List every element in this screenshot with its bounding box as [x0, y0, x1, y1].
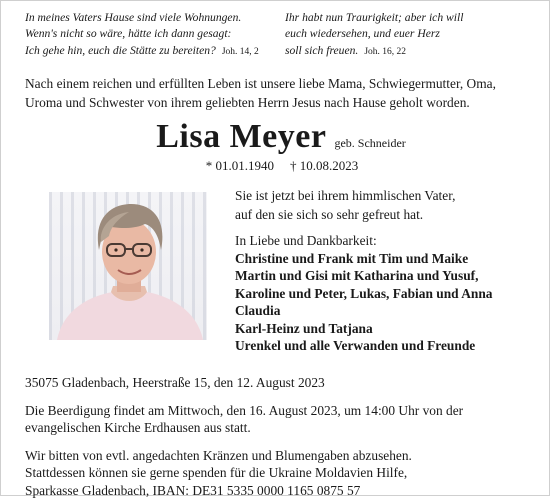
- verse-right-line-text: soll sich freuen.: [285, 43, 359, 57]
- birth-name: geb. Schneider: [334, 135, 406, 150]
- bible-verses: [25, 10, 533, 60]
- verse-right-line: euch wiedersehen, und euer Herz: [285, 27, 440, 41]
- donation-line: Sparkasse Gladenbach, IBAN: DE31 5335 0000 1165 0875 57: [25, 482, 361, 498]
- mourner-line: Urenkel und alle Verwanden und Freunde: [235, 338, 476, 354]
- funeral-line: evangelischen Kirche Erdhausen aus statt.: [25, 420, 251, 436]
- intro-line: Nach einem reichen und erfüllten Leben ist unsere liebe Mama, Schwiegermutter, Oma,: [25, 75, 496, 91]
- deceased-name-row: [25, 118, 533, 156]
- funeral-notice: [25, 402, 533, 437]
- verse-left-line: [25, 43, 270, 60]
- mourner-line: Martin und Gisi mit Katharina und Yusuf,: [235, 268, 479, 284]
- mourner-line: Karoline und Peter, Lukas, Fabian und Anna: [235, 285, 493, 301]
- birth-date: * 01.01.1940: [205, 157, 274, 173]
- life-dates: [25, 158, 533, 174]
- verse-right-line: Ihr habt nun Traurigkeit; aber ich will: [285, 11, 464, 24]
- verse-left: [25, 10, 270, 60]
- verse-left-line: Wenn's nicht so wäre, hätte ich dann gesagt:: [25, 27, 232, 41]
- death-date: † 10.08.2023: [290, 157, 359, 173]
- verse-right: [285, 10, 505, 60]
- intro-line: Uroma und Schwester von ihrem geliebten Herrn Jesus nach Hause geholt worden.: [25, 94, 470, 110]
- verse-left-line-text: Ich gehe hin, euch die Stätte zu bereiten?: [25, 43, 216, 57]
- portrait-photo: [49, 192, 207, 340]
- comfort-quote: [235, 186, 535, 224]
- verse-right-reference: Joh. 16, 22: [364, 46, 407, 57]
- donation-notice: [25, 447, 533, 499]
- deceased-name: Lisa Meyer: [156, 117, 327, 155]
- message-column: [235, 186, 535, 355]
- mourner-line: Christine und Frank mit Tim und Maike: [235, 250, 469, 266]
- donation-line: Stattdessen können sie gerne spenden für die Ukraine Moldavien Hilfe,: [25, 465, 408, 481]
- funeral-line: Die Beerdigung findet am Mittwoch, den 16. August 2023, um 14:00 Uhr von der: [25, 402, 464, 418]
- intro-text: [25, 74, 533, 112]
- portrait-photo-elderly-woman-icon: [49, 192, 207, 340]
- mourner-line: Karl-Heinz und Tatjana: [235, 320, 373, 336]
- verse-left-line: In meines Vaters Hause sind viele Wohnungen.: [25, 11, 242, 24]
- mourners-list: [235, 250, 535, 355]
- place-and-date: 35075 Gladenbach, Heerstraße 15, den 12. August 2023: [25, 374, 325, 390]
- verse-left-reference: Joh. 14, 2: [221, 46, 259, 57]
- mourners-label: In Liebe und Dankbarkeit:: [235, 232, 377, 248]
- verse-right-line: [285, 43, 505, 60]
- mourner-line: Claudia: [235, 303, 281, 319]
- quote-line: auf den sie sich so sehr gefreut hat.: [235, 206, 424, 222]
- middle-section: [25, 186, 533, 361]
- donation-line: Wir bitten von evtl. angedachten Kränzen und Blumengaben abzusehen.: [25, 447, 412, 463]
- quote-line: Sie ist jetzt bei ihrem himmlischen Vater,: [235, 187, 456, 203]
